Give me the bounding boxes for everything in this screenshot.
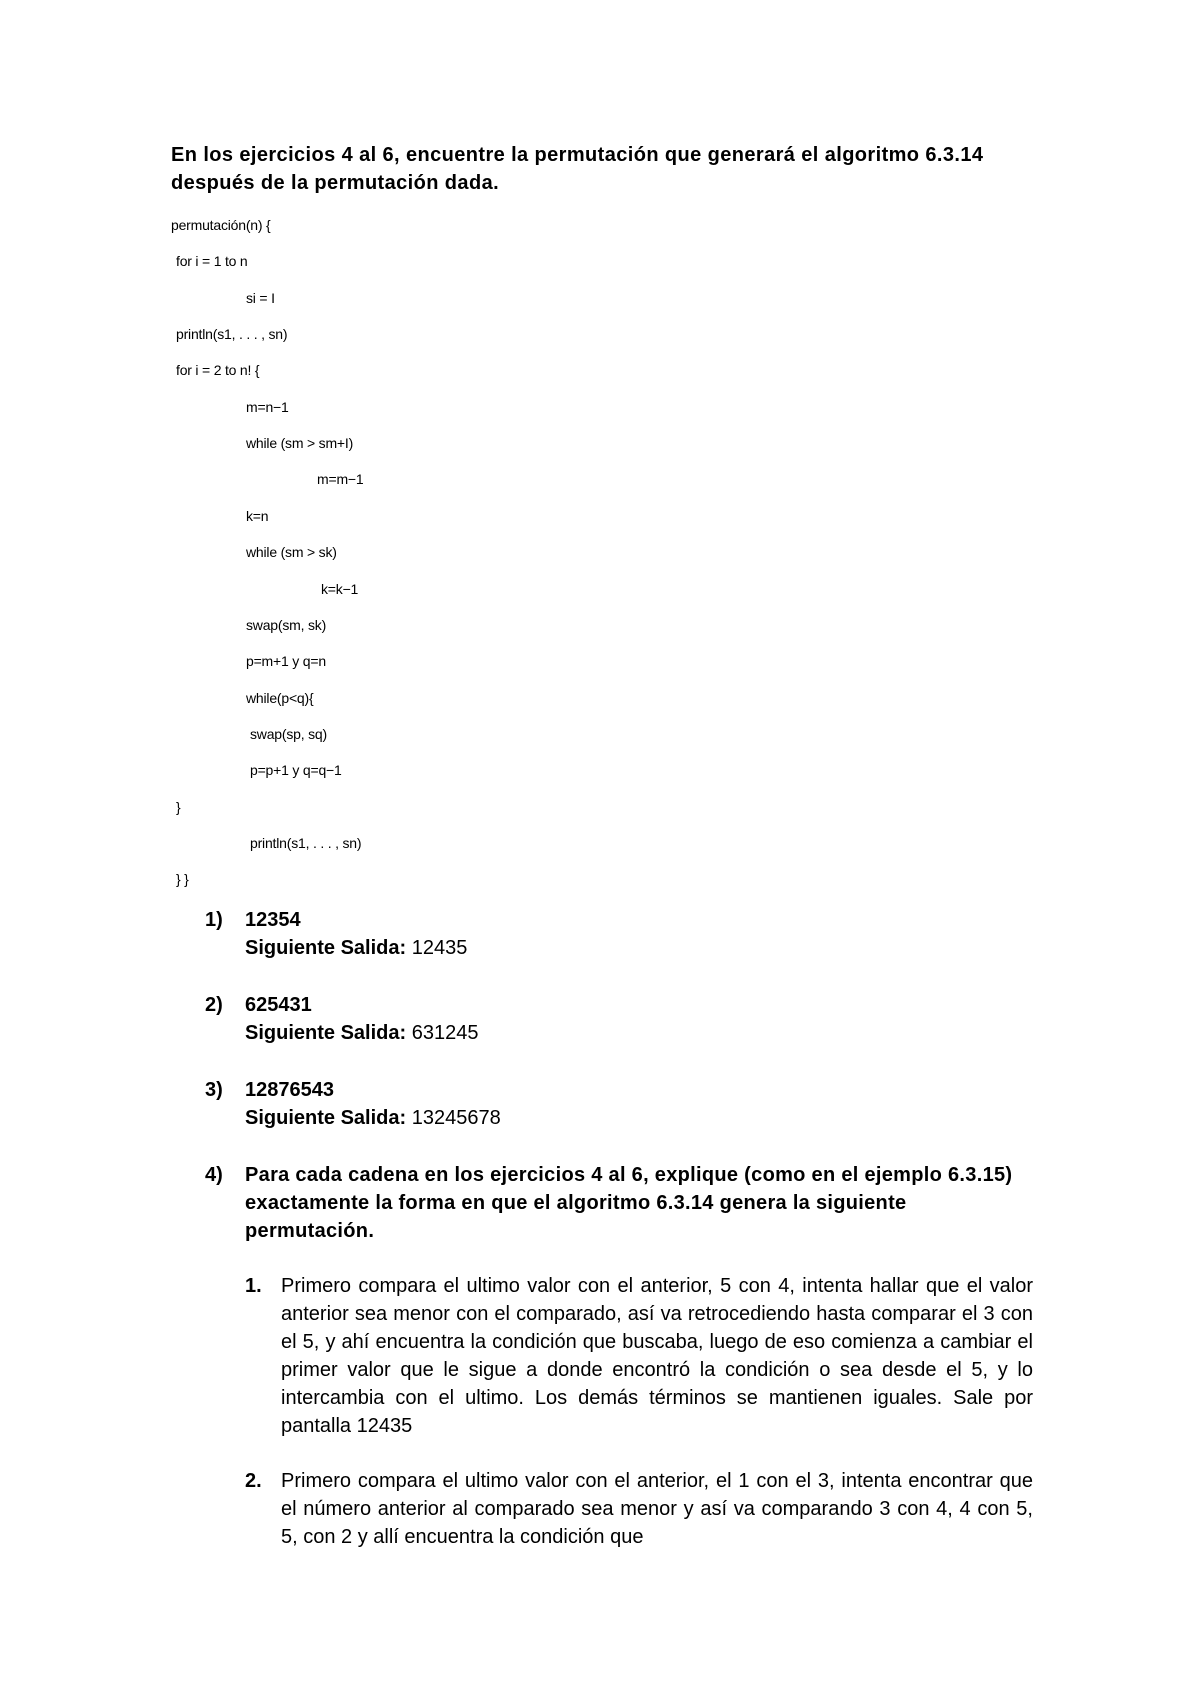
answer-number: 2. [245,1470,262,1492]
answer-number: 1. [245,1275,262,1297]
next-output-label: Siguiente Salida: [245,937,407,959]
exercise-number: 3) [205,1079,223,1101]
next-output-value: 631245 [411,1022,479,1044]
code-line: while(p<q){ [246,690,314,706]
next-output-line [245,934,467,962]
code-line: swap(sm, sk) [246,617,327,633]
exercise-permutation: 625431 [245,994,312,1016]
next-output-label: Siguiente Salida: [245,1107,407,1129]
code-line: permutación(n) { [171,217,271,233]
code-line: p=p+1 y q=q−1 [250,762,342,778]
code-line: } [176,799,181,815]
code-line: println(s1, . . . , sn) [250,835,362,851]
code-line: while (sm > sk) [246,544,337,560]
exercise-heading: En los ejercicios 4 al 6, encuentre la permutación que generará el algoritmo 6.3.14 después de la permutación dada. [171,144,984,194]
answer-text: Primero compara el ultimo valor con el anterior, el 1 con el 3, intenta encontrar que el número anterior al comparado sea menor y así va comparando 3 con 4, 4 con 5, 5, con 2 y allí encuentra la condición que [281,1470,1033,1548]
exercise-number: 1) [205,909,223,931]
next-output-value: 13245678 [411,1107,501,1129]
question-number: 4) [205,1164,223,1186]
code-line: k=n [246,508,269,524]
next-output-value: 12435 [411,937,468,959]
exercise-number: 2) [205,994,223,1016]
code-line: println(s1, . . . , sn) [176,326,288,342]
code-line: } } [176,871,189,887]
question-text: Para cada cadena en los ejercicios 4 al 6, explique (como en el ejemplo 6.3.15) exactamente la forma en que el algoritmo 6.3.14 genera la siguiente permutación. [245,1164,1013,1242]
next-output-line [245,1019,478,1047]
code-line: si = I [246,290,275,306]
code-line: p=m+1 y q=n [246,653,326,669]
code-line: for i = 1 to n [176,253,248,269]
next-output-label: Siguiente Salida: [245,1022,407,1044]
code-line: swap(sp, sq) [250,726,327,742]
answer-text: Primero compara el ultimo valor con el anterior, 5 con 4, intenta hallar que el valor anterior sea menor con el comparado, así va retrocediendo hasta comparar el 3 con el 5, y ahí encuentra la condición que buscaba, luego de eso comienza a cambiar el primer valor que le sigue a donde encontró la condición o sea desde el 5, y lo intercambia con el ultimo. Los demás términos se mantienen iguales. Sale por pantalla 12435 [281,1275,1033,1437]
code-line: for i = 2 to n! { [176,362,260,378]
next-output-line [245,1104,501,1132]
exercise-permutation: 12876543 [245,1079,334,1101]
code-line: m=n−1 [246,399,289,415]
code-line: k=k−1 [321,581,359,597]
exercise-permutation: 12354 [245,909,301,931]
code-line: while (sm > sm+I) [246,435,354,451]
code-line: m=m−1 [317,471,364,487]
